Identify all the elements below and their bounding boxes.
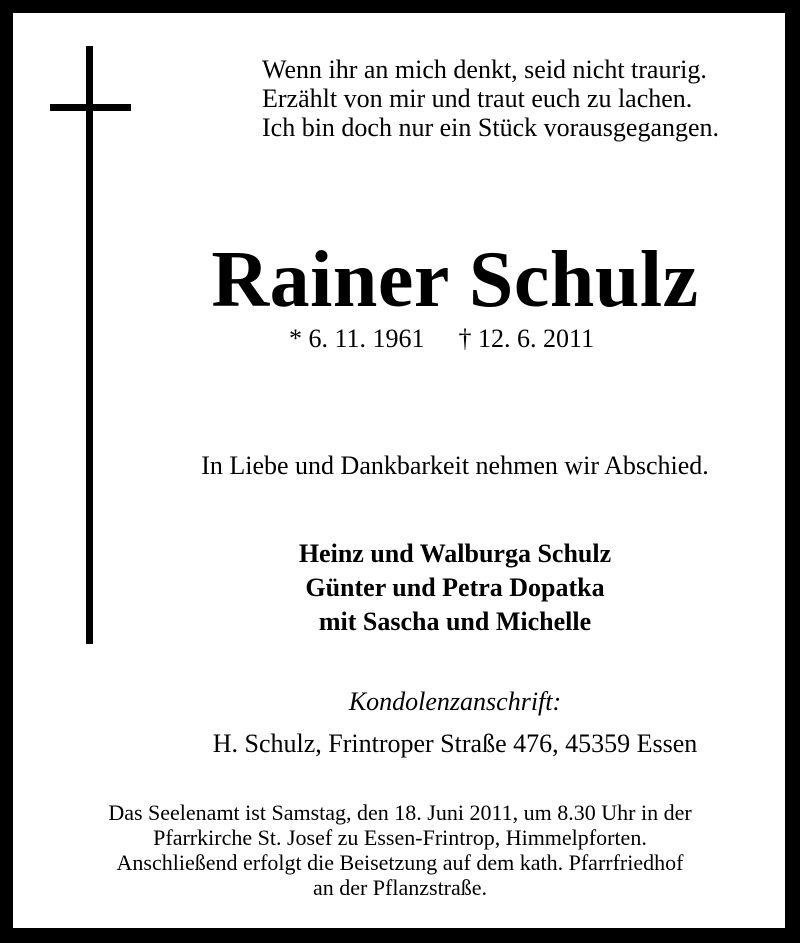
poem-line: Ich bin doch nur ein Stück vorausgegangen. xyxy=(262,113,720,142)
condolence-label: Kondolenzanschrift: xyxy=(348,687,562,716)
birth-date: * 6. 11. 1961 xyxy=(289,324,425,353)
poem-line: Erzählt von mir und traut euch zu lachen. xyxy=(262,84,693,113)
service-line: Pfarrkirche St. Josef zu Essen-Frintrop, Himmelpforten. xyxy=(153,825,647,850)
cross-horizontal-bar xyxy=(50,104,131,111)
life-dates xyxy=(289,323,594,355)
death-date: † 12. 6. 2011 xyxy=(458,324,595,353)
poem-line: Wenn ihr an mich denkt, seid nicht traurig. xyxy=(262,55,707,84)
mourner-line: Heinz und Walburga Schulz xyxy=(298,539,612,568)
service-line: an der Pflanzstraße. xyxy=(312,875,488,900)
mourner-line: Günter und Petra Dopatka xyxy=(305,573,605,602)
deceased-name: Rainer Schulz xyxy=(211,236,699,324)
mourner-line: mit Sascha und Michelle xyxy=(318,607,592,636)
service-announcement xyxy=(30,800,770,900)
service-line: Anschließend erfolgt die Beisetzung auf dem kath. Pfarrfriedhof xyxy=(116,850,684,875)
mourners-list xyxy=(100,537,800,639)
service-line: Das Seelenamt ist Samstag, den 18. Juni 2011, um 8.30 Uhr in der xyxy=(108,800,692,825)
farewell-text: In Liebe und Dankbarkeit nehmen wir Abschied. xyxy=(201,451,709,480)
condolence-address: H. Schulz, Frintroper Straße 476, 45359 Essen xyxy=(212,729,698,758)
cross-vertical-bar xyxy=(86,46,93,644)
memorial-poem xyxy=(262,55,782,142)
